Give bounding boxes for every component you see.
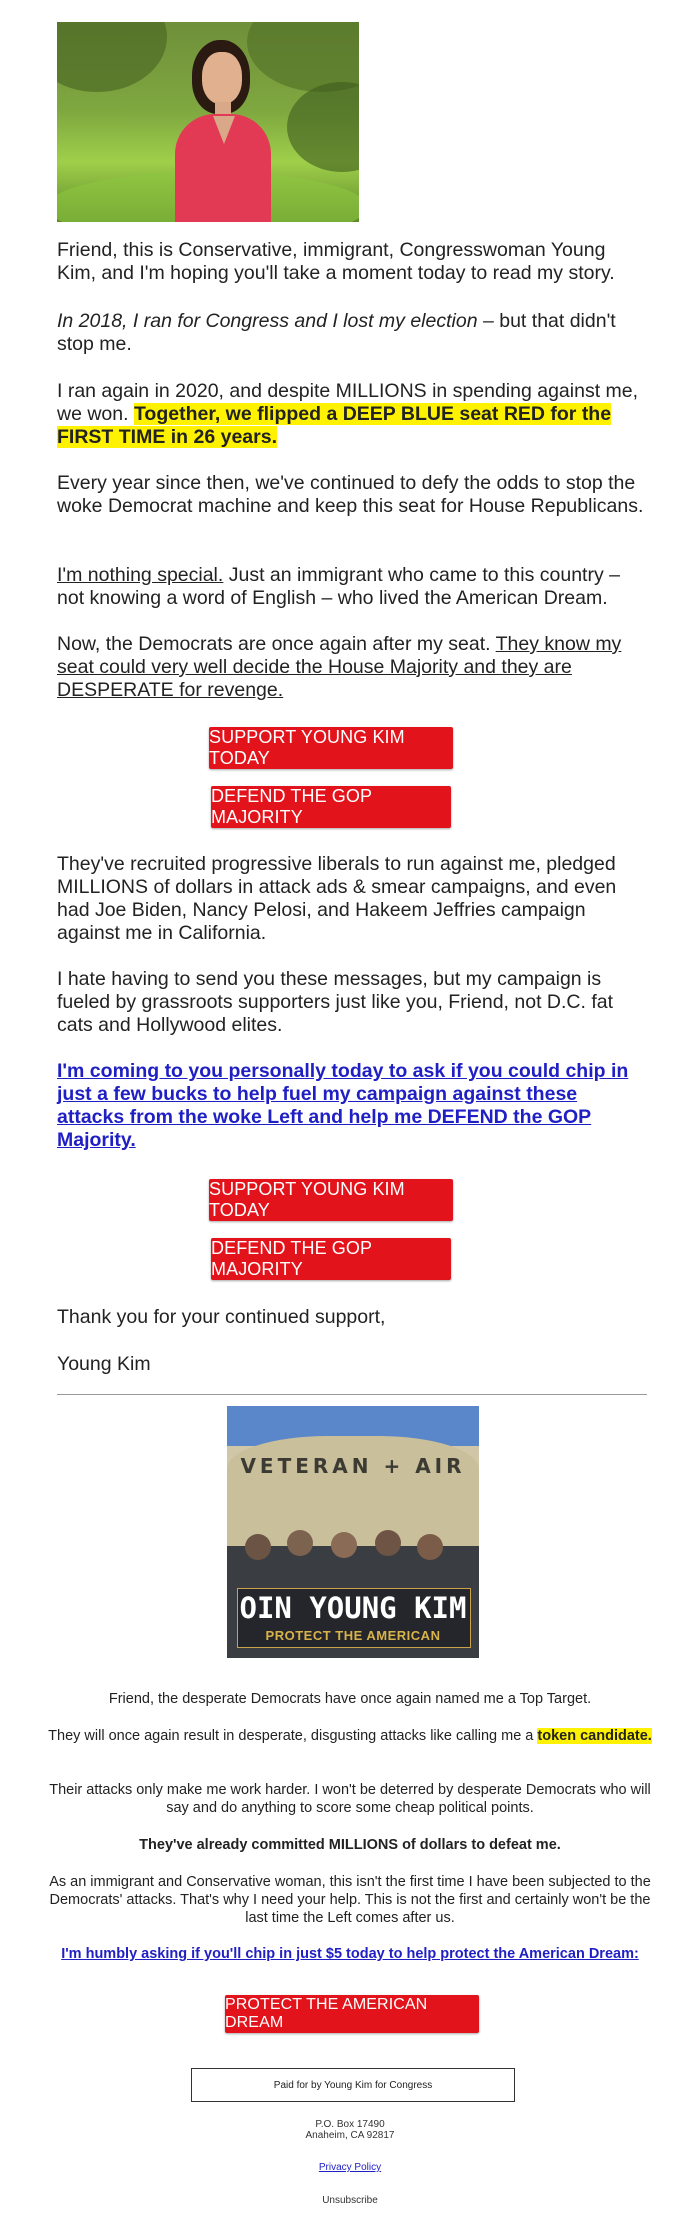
donate-link-paragraph[interactable]: I'm coming to you personally today to ask if you could chip in just a few bucks to help fuel my campaign against these attacks from the woke Left and help me DEFEND the GOP Majority. bbox=[57, 1060, 629, 1151]
defend-gop-majority-button-2[interactable]: DEFEND THE GOP MAJORITY bbox=[211, 1238, 451, 1280]
millions-committed-text: They've already committed MILLIONS of dollars to defeat me. bbox=[139, 1837, 561, 1853]
italic-text: In 2018, I ran for Congress and I lost my election – bbox=[57, 310, 494, 332]
story-paragraph-majority: Now, the Democrats are once again after my seat. They know my seat could very well decide the House Majority and they are DESPERATE for revenge. bbox=[57, 633, 622, 701]
grassroots-paragraph: I hate having to send you these messages, but my campaign is fueled by grassroots supporters just like you, Friend, not D.C. fat cats and Hollywood elites. bbox=[57, 968, 614, 1036]
story-paragraph-immigrant: I'm nothing special. Just an immigrant who came to this country – not knowing a word of English – who lived the American Dream. bbox=[57, 564, 620, 609]
protect-american-dream-button[interactable]: PROTECT THE AMERICAN DREAM bbox=[225, 1995, 479, 2033]
five-dollar-link[interactable]: I'm humbly asking if you'll chip in just $5 today to help protect the American Dream: bbox=[61, 1946, 639, 1962]
five-dollar-ask bbox=[40, 1945, 660, 1963]
underlined-text: I'm nothing special. bbox=[57, 564, 224, 586]
support-young-kim-button[interactable]: SUPPORT YOUNG KIM TODAY bbox=[209, 727, 453, 769]
paid-for-box: Paid for by Young Kim for Congress bbox=[191, 2068, 515, 2102]
work-harder-text: Their attacks only make me work harder. I won't be deterred by desperate Democrats who will say and do anything to score some cheap political points. bbox=[49, 1782, 651, 1816]
promo-headline: OIN YOUNG KIM bbox=[239, 1591, 467, 1625]
hero-photo bbox=[57, 22, 359, 222]
promo-banner-text: VETERAN + AIR bbox=[240, 1454, 466, 1478]
intro-paragraph: Friend, this is Conservative, immigrant, Congresswoman Young Kim, and I'm hoping you'll take a moment today to read my story. bbox=[57, 239, 615, 284]
top-target-text: Friend, the desperate Democrats have once again named me a Top Target. bbox=[108, 1691, 592, 1707]
highlight-text: Together, we flipped a DEEP BLUE seat RED for the FIRST TIME in 26 years. bbox=[57, 403, 612, 448]
signature: Young Kim bbox=[57, 1353, 151, 1375]
immigrant-woman-text: As an immigrant and Conservative woman, this isn't the first time I have been subjected to the Democrats' attacks. That's why I need your help. This is not the first and certainly won't be the last time the Left comes after us. bbox=[49, 1874, 651, 1926]
privacy-policy-link[interactable]: Privacy Policy bbox=[318, 2162, 382, 2173]
defend-gop-majority-button[interactable]: DEFEND THE GOP MAJORITY bbox=[211, 786, 451, 828]
highlight-text: token candidate. bbox=[537, 1728, 652, 1744]
promo-subtext: PROTECT THE AMERICAN bbox=[265, 1628, 441, 1643]
attacks-paragraph: They've recruited progressive liberals to run against me, pledged MILLIONS of dollars in attack ads & smear campaigns, and even had Joe Biden, Nancy Pelosi, and Hakeem Jeffries campaign against me in California. bbox=[57, 853, 617, 944]
story-paragraph-odds: Every year since then, we've continued to defy the odds to stop the woke Democrat machine and keep this seat for House Republicans. bbox=[57, 472, 644, 517]
address-line-1: P.O. Box 17490 bbox=[315, 2119, 385, 2130]
divider bbox=[57, 1394, 647, 1395]
unsubscribe-link[interactable]: Unsubscribe bbox=[322, 2195, 378, 2206]
story-paragraph-2020: I ran again in 2020, and despite MILLIONS in spending against me, we won. Together, we flipped a DEEP BLUE seat RED for the FIRST TIME in 26 years. bbox=[57, 380, 639, 448]
address-line-2: Anaheim, CA 92817 bbox=[305, 2130, 395, 2141]
story-paragraph-2018: In 2018, I ran for Congress and I lost my election – but that didn't stop me. bbox=[57, 310, 616, 355]
token-candidate-text: They will once again result in desperate, disgusting attacks like calling me a token candidate. bbox=[48, 1728, 652, 1744]
support-young-kim-button-2[interactable]: SUPPORT YOUNG KIM TODAY bbox=[209, 1179, 453, 1221]
thank-you-text: Thank you for your continued support, bbox=[57, 1306, 386, 1328]
promo-image bbox=[227, 1406, 479, 1658]
underlined-text: They know my seat could very well decide the House Majority and they are DESPERATE for revenge. bbox=[57, 633, 622, 701]
